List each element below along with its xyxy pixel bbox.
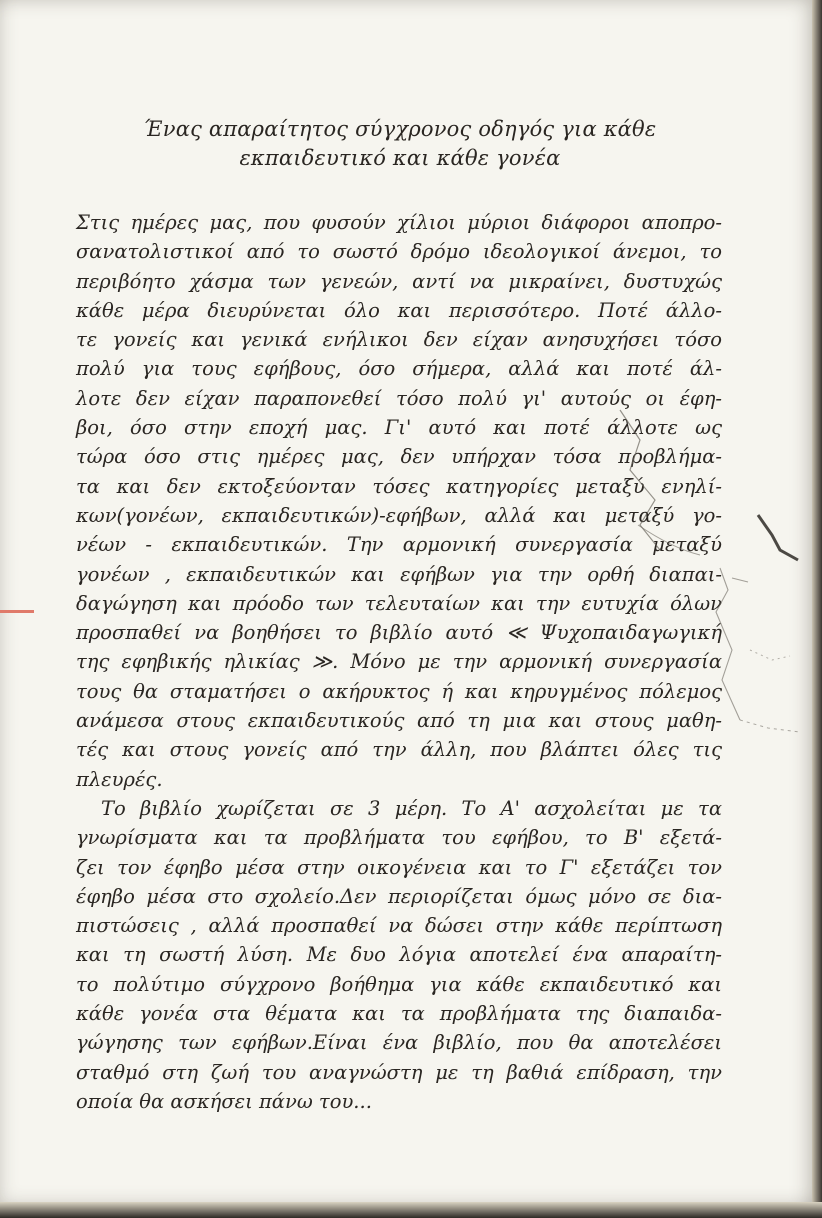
- text-line: Το βιβλίο χωρίζεται σε 3 μέρη. Το Α' ασχολείται με τα: [101, 796, 722, 820]
- margin-color-mark: [0, 610, 34, 613]
- text-line: τώρα όσο στις ημέρες μας, δεν υπήρχαν τόσα προβλήμα-: [76, 445, 722, 469]
- text-line: το πολύτιμο σύγχρονο βοήθημα για κάθε εκπαιδευτικό και: [76, 972, 722, 996]
- text-line: γνωρίσματα και τα προβλήματα του εφήβου, το Β' εξετά-: [76, 826, 722, 850]
- text-line: και τη σωστή λύση. Με δυο λόγια αποτελεί ένα απαραίτη-: [76, 943, 722, 967]
- text-line: γονέων , εκπαιδευτικών και εφήβων για την ορθή διαπαι-: [76, 562, 722, 586]
- text-line: κάθε γονέα στα θέματα και τα προβλήματα της διαπαιδα-: [76, 1002, 722, 1026]
- text-line: δαγώγηση και πρόοδο των τελευταίων και την ευτυχία όλων: [76, 591, 722, 615]
- text-line: τα και δεν εκτοξεύονταν τόσες κατηγορίες μεταξύ ενηλί-: [76, 474, 722, 498]
- text-line: προσπαθεί να βοηθήσει το βιβλίο αυτό ≪ Ψυχοπαιδαγωγική: [76, 621, 722, 645]
- text-line: σταθμό στη ζωή του αναγνώστη με τη βαθιά επίδραση, την: [76, 1060, 722, 1084]
- text-line: ζει τον έφηβο μέσα στην οικογένεια και το Γ' εξετάζει τον: [76, 855, 722, 879]
- text-line: Στις ημέρες μας, που φυσούν χίλιοι μύριοι διάφοροι αποπρο-: [76, 211, 722, 234]
- text-line: κων(γονέων, εκπαιδευτικών)-εφήβων, αλλά και μεταξύ γο-: [76, 503, 722, 527]
- text-line: της εφηβικής ηλικίας ≫. Μόνο με την αρμονική συνεργασία: [76, 650, 722, 674]
- text-line: σανατολιστικοί από το σωστό δρόμο ιδεολογικοί άνεμοι, το: [76, 240, 722, 264]
- text-line: ανάμεσα στους εκπαιδευτικούς από τη μια και στους μαθη-: [76, 709, 722, 733]
- text-line: τές και στους γονείς από την άλλη, που βλάπτει όλες τις: [76, 738, 722, 762]
- text-line: γώγησης των εφήβων.Είναι ένα βιβλίο, που θα αποτελέσει: [76, 1031, 722, 1055]
- page-right-edge-shadow: [812, 0, 822, 1218]
- paragraph-1: [76, 208, 722, 794]
- tagline-line-1: Ένας απαραίτητος σύγχρονος οδηγός για κάθε: [143, 117, 657, 141]
- text-line: λοτε δεν είχαν παραπονεθεί τόσο πολύ γι' αυτούς οι έφη-: [76, 386, 722, 410]
- paragraph-2: [76, 794, 722, 1116]
- body-text: [76, 208, 722, 1116]
- text-line: περιβόητο χάσμα των γενεών, αντί να μικραίνει, δυστυχώς: [76, 269, 722, 293]
- text-line: πολύ για τους εφήβους, όσο σήμερα, αλλά και ποτέ άλ-: [76, 357, 722, 381]
- text-line: τους θα σταματήσει ο ακήρυκτος ή και κηρυγμένος πόλεμος: [76, 679, 722, 703]
- text-line: τε γονείς και γενικά ενήλικοι δεν είχαν ανησυχήσει τόσο: [76, 328, 722, 352]
- text-line: οποία θα ασκήσει πάνω του...: [76, 1089, 372, 1113]
- page-bottom-edge-shadow: [0, 1202, 822, 1218]
- text-line: νέων - εκπαιδευτικών. Την αρμονική συνεργασία μεταξύ: [76, 533, 722, 557]
- text-line: έφηβο μέσα στο σχολείο.Δεν περιορίζεται όμως μόνο σε δια-: [76, 884, 722, 908]
- text-line: πιστώσεις , αλλά προσπαθεί να δώσει στην κάθε περίπτωση: [76, 914, 722, 938]
- text-line: πλευρές.: [76, 767, 163, 791]
- text-line: κάθε μέρα διευρύνεται όλο και περισσότερο. Ποτέ άλλο-: [76, 298, 722, 322]
- text-line: βοι, όσο στην εποχή μας. Γι' αυτό και ποτέ άλλοτε ως: [76, 416, 722, 440]
- tagline-line-2: εκπαιδευτικό και κάθε γονέα: [239, 146, 561, 170]
